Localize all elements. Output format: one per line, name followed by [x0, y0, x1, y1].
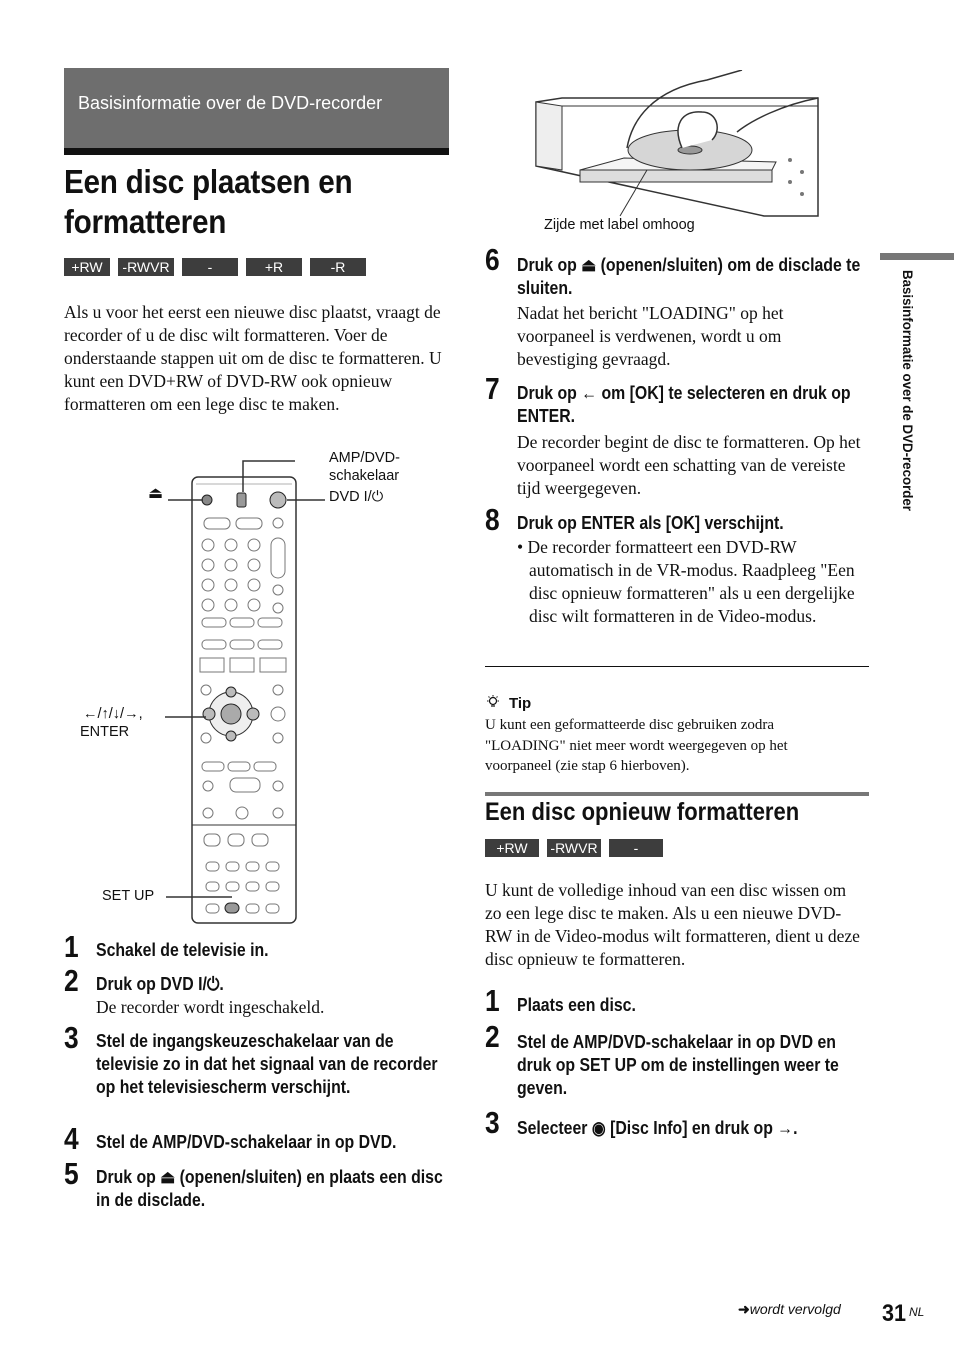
- banner-underline: [64, 148, 449, 155]
- step-heading: Plaats een disc.: [517, 995, 636, 1015]
- step-number: 3: [485, 1105, 500, 1140]
- arrow-keys-label: ←/↑/↓/→,: [83, 706, 143, 722]
- step-number: 2: [64, 963, 79, 998]
- badge-minus-rw-vr: -RWVR: [547, 839, 601, 857]
- remote-callouts: [80, 455, 330, 915]
- step-number: 2: [485, 1019, 500, 1054]
- badge-minus-rw-video: -RWVideo: [182, 259, 241, 293]
- illustration-caption: Zijde met label omhoog: [544, 217, 695, 233]
- section-title: Een disc opnieuw formatteren: [485, 798, 800, 826]
- step-heading: Druk op ⏏ (openen/sluiten) en plaats een disc in de disclade.: [96, 1167, 443, 1210]
- step-heading: Schakel de televisie in.: [96, 940, 269, 960]
- continued-text: wordt vervolgd: [749, 1301, 841, 1317]
- eject-icon-label: ⏏: [148, 485, 164, 502]
- disc-tray-illustration: [532, 70, 824, 220]
- step-number: 7: [485, 371, 500, 406]
- side-tab-text: Basisinformatie over de DVD-recorder: [900, 270, 916, 511]
- disc-badges: [64, 258, 366, 293]
- badge-minus-rw-vr: -RWVR: [118, 258, 174, 276]
- arrow-right-icon: ➜: [738, 1301, 750, 1317]
- badge-plus-rw: +RW: [485, 839, 539, 857]
- step-heading: Druk op ⏏ (openen/sluiten) om de disclade te sluiten.: [517, 255, 861, 298]
- step-text: De recorder wordt ingeschakeld.: [96, 997, 325, 1017]
- step-heading: Stel de AMP/DVD-schakelaar in op DVD.: [96, 1132, 397, 1152]
- section-banner-text: Basisinformatie over de DVD-recorder: [78, 93, 383, 113]
- step-number: 4: [64, 1121, 79, 1156]
- badge-minus-rw-video: -RWVideo: [609, 840, 668, 874]
- badge-plus-rw: +RW: [64, 258, 110, 276]
- enter-label: ENTER: [80, 724, 130, 740]
- step-heading: Stel de ingangskeuzeschakelaar van de televisie zo in dat het signaal van de recorder op het televisiescherm verschijnt.: [96, 1031, 438, 1097]
- step-number: 1: [485, 983, 500, 1018]
- page-suffix: NL: [909, 1305, 925, 1319]
- step-number: 1: [64, 929, 79, 964]
- side-tab-bar: [880, 253, 954, 260]
- step-number: 6: [485, 242, 500, 277]
- section-banner: [64, 68, 449, 148]
- intro-text: Als u voor het eerst een nieuwe disc plaatst, vraagt de recorder of u de disc wilt formatteren. Voer de onderstaande stappen uit om de disc te formatteren. U kunt een DVD+RW of DVD-RW ook opnieuw formatteren om een lege disc te maken.: [64, 302, 442, 414]
- continued-note: [738, 1301, 841, 1318]
- step-number: 5: [64, 1156, 79, 1191]
- lightbulb-icon: [486, 695, 500, 709]
- divider: [485, 666, 869, 667]
- step-heading: Druk op DVD I/⏻.: [96, 974, 224, 994]
- step-number: 8: [485, 502, 500, 537]
- step-bullet-text: • De recorder formatteert een DVD-RW automatisch in de VR-modus. Raadpleeg "Een disc opnieuw formatteren" als u een dergelijke disc wilt formatteren in de Video-modus.: [517, 537, 855, 626]
- step-text: Nadat het bericht "LOADING" op het voorpaneel is verdwenen, wordt u om bevestiging gevraagd.: [517, 303, 784, 369]
- set-up-label: SET UP: [102, 888, 155, 904]
- tip-label: Tip: [509, 695, 532, 712]
- step-heading: Selecteer ◉ [Disc Info] en druk op →.: [517, 1118, 798, 1138]
- step-heading: Stel de AMP/DVD-schakelaar in op DVD en druk op SET UP om de instellingen weer te geven.: [517, 1032, 839, 1098]
- dvd-power-label: DVD I/⏻: [329, 489, 384, 505]
- amp-dvd-switch-label: AMP/DVD- schakelaar: [329, 450, 400, 484]
- step-heading: Druk op ← om [OK] te selecteren en druk op ENTER.: [517, 383, 851, 426]
- page-title: Een disc plaatsen en formatteren: [64, 163, 353, 240]
- tip-text: U kunt een geformatteerde disc gebruiken zodra "LOADING" niet meer wordt weergegeven op het voorpaneel (zie stap 6 hierboven).: [485, 717, 788, 774]
- page-number: 31: [882, 1300, 907, 1327]
- step-heading: Druk op ENTER als [OK] verschijnt.: [517, 513, 784, 533]
- step-number: 3: [64, 1020, 79, 1055]
- badge-plus-r: +R: [246, 258, 302, 276]
- step-text: De recorder begint de disc te formatteren. Op het voorpaneel wordt een schatting van de vereiste tijd weergegeven.: [517, 432, 861, 498]
- section-rule: [485, 792, 869, 796]
- section-intro: U kunt de volledige inhoud van een disc wissen om zo een lege disc te maken. Als u een nieuwe DVD-RW in de Video-modus wilt formatteren, dient u deze disc opnieuw te formatteren.: [485, 880, 860, 969]
- disc-badges: [485, 839, 668, 874]
- badge-minus-r: -R: [310, 258, 366, 276]
